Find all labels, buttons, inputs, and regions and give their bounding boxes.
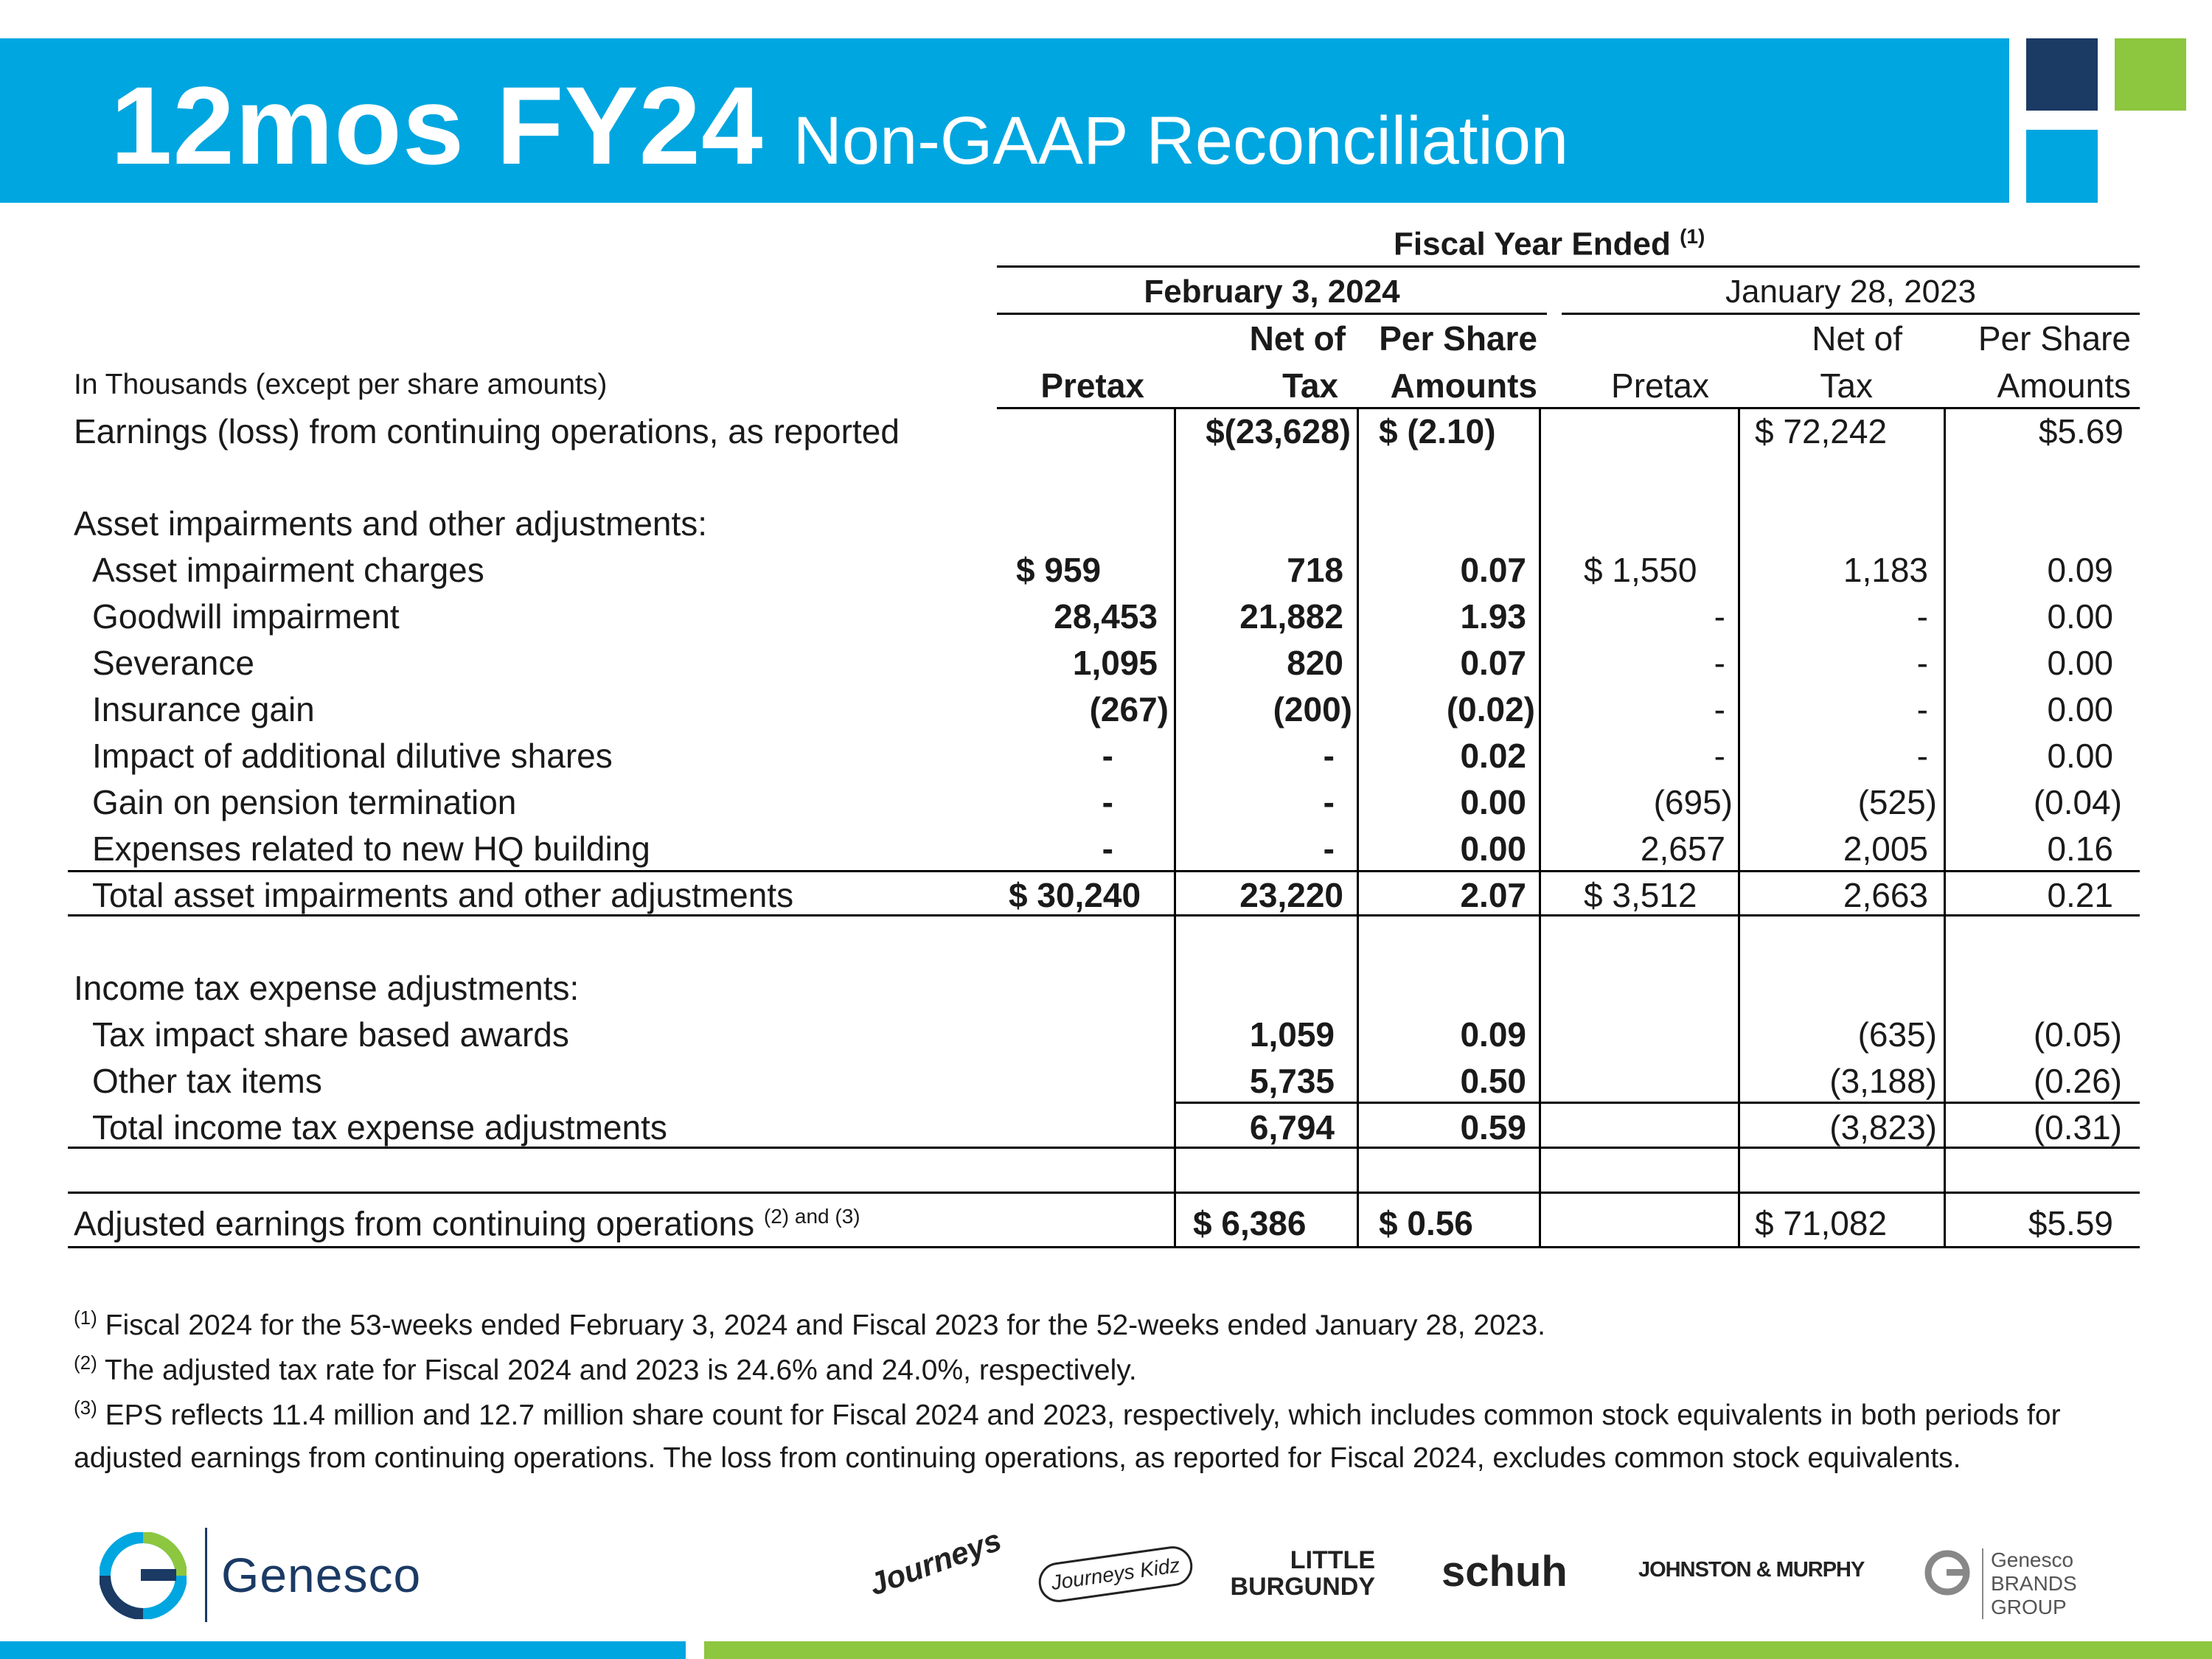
cell-ps-fy24: $ 0.56 (1379, 1204, 1473, 1242)
units-label: In Thousands (except per share amounts) (74, 369, 608, 400)
row-label: Severance (92, 644, 254, 682)
footnote-1: $^{(1)}$ Fiscal 2024 for the 53-weeks ended February 3, 2024 and Fiscal 2023 for the 52-weeks ended January 28, 2023. (74, 1307, 1546, 1341)
cell-ps-fy24: 0.59 (1460, 1108, 1526, 1147)
cell-ps-fy23: (0.04) (2033, 783, 2122, 821)
row-label: Expenses related to new HQ building (92, 830, 650, 868)
cell-ps-fy24: (0.02) (1446, 690, 1535, 728)
grid-line (1738, 407, 1740, 1246)
cell-net-fy23: $ 72,242 (1755, 412, 1888, 451)
cell-net-fy24: - (1323, 783, 1335, 821)
grid-line (1357, 407, 1359, 1246)
cell-net-fy23: $ 71,082 (1755, 1204, 1888, 1242)
brand-little-burgundy-logo: LITTLE BURGUNDY (1230, 1546, 1375, 1601)
grid-line (1174, 407, 1176, 1246)
footnote-3: $^{(3)}$ EPS reflects 11.4 million and 12.7 million share count for Fiscal 2024 and 2023, respectively, which includes common stock equivalents in both periods for adjusted earnings from continuing operations. The loss from continuing operations, as reported for Fiscal 2024, excludes common stock equivalents. (74, 1397, 2061, 1474)
cell-pretax-fy23: - (1714, 690, 1725, 728)
row-label: Goodwill impairment (92, 597, 400, 636)
title-main: 12mos FY24 (111, 63, 764, 187)
cell-ps-fy23: (0.26) (2033, 1062, 2122, 1100)
cell-net-fy24: - (1323, 737, 1335, 775)
cell-ps-fy23: $5.59 (2028, 1204, 2113, 1242)
cell-net-fy23: (525) (1857, 783, 1937, 821)
col-ps-fy23-2: Amounts (1997, 366, 2131, 405)
col-ps-fy23-1: Per Share (1978, 319, 2131, 358)
brand-genesco-brands-group-logo: Genesco BRANDS GROUP (1982, 1548, 2120, 1619)
row-label: Insurance gain (92, 690, 315, 728)
row-label: Tax impact share based awards (92, 1015, 569, 1054)
grid-line (1539, 407, 1541, 1246)
cell-ps-fy24: 0.00 (1460, 830, 1526, 868)
cell-net-fy24: 6,794 (1249, 1108, 1335, 1147)
rule (68, 1246, 2140, 1248)
cell-pretax-fy23: - (1714, 597, 1725, 636)
col-net-fy24-1: Net of (1249, 319, 1346, 358)
rule (68, 1192, 2140, 1194)
cell-net-fy24: 21,882 (1239, 597, 1343, 636)
cell-pretax-fy24: $ 30,240 (1009, 876, 1141, 914)
rule (1174, 1102, 2140, 1104)
cell-pretax-fy23: - (1714, 737, 1725, 775)
cell-ps-fy23: 0.16 (2047, 830, 2113, 868)
cell-net-fy24: - (1323, 830, 1335, 868)
cell-net-fy23: 2,663 (1843, 876, 1928, 914)
cell-pretax-fy24: - (1102, 830, 1113, 868)
footer-bar-green (704, 1641, 2212, 1659)
cell-net-fy24: (200) (1273, 690, 1352, 728)
cell-ps-fy24: 0.09 (1460, 1015, 1526, 1054)
col-ps-fy24-1: Per Share (1379, 319, 1537, 358)
rule (68, 1147, 2140, 1149)
cell-pretax-fy23: $ 1,550 (1584, 551, 1697, 589)
cell-ps-fy24: 1.93 (1460, 597, 1526, 636)
cell-net-fy23: - (1916, 690, 1928, 728)
row-label-total: Total asset impairments and other adjustments (92, 876, 794, 914)
col-group-fy23: January 28, 2023 (1725, 274, 1977, 310)
grid-line (1944, 407, 1946, 1246)
cell-pretax-fy24: 28,453 (1054, 597, 1158, 636)
cell-ps-fy23: $5.69 (2038, 412, 2124, 451)
cell-pretax-fy23: 2,657 (1640, 830, 1725, 868)
cell-ps-fy23: 0.00 (2047, 644, 2113, 682)
genesco-wordmark: Genesco (221, 1548, 422, 1602)
col-net-fy23-1: Net of (1812, 319, 1902, 358)
row-label: Other tax items (92, 1062, 322, 1100)
cell-net-fy24: 718 (1287, 551, 1343, 589)
cell-net-fy24: $(23,628) (1206, 412, 1351, 451)
brand-johnston-murphy-logo: JOHNSTON & MURPHY (1638, 1558, 1865, 1582)
row-label: Impact of additional dilutive shares (92, 737, 613, 775)
cell-net-fy24: 5,735 (1249, 1062, 1335, 1100)
cell-net-fy23: - (1916, 597, 1928, 636)
cell-ps-fy23: (0.05) (2033, 1015, 2122, 1054)
cell-ps-fy23: 0.00 (2047, 690, 2113, 728)
col-net-fy24-2: Tax (1282, 366, 1338, 405)
section-heading: Income tax expense adjustments: (74, 969, 580, 1007)
cell-net-fy24: $ 6,386 (1193, 1204, 1307, 1242)
cell-pretax-fy24: (267) (1089, 690, 1169, 728)
row-label-total: Total income tax expense adjustments (92, 1108, 667, 1147)
rule (997, 407, 2140, 409)
cell-ps-fy23: 0.00 (2047, 737, 2113, 775)
col-net-fy23-2: Tax (1820, 366, 1873, 405)
footer-bar-blue (0, 1641, 686, 1659)
cell-ps-fy24: 2.07 (1460, 876, 1526, 914)
cell-net-fy23: (635) (1857, 1015, 1937, 1054)
row-label-adjusted: Adjusted earnings from continuing operations $^{(2) and (3)}$ (74, 1204, 860, 1243)
cell-ps-fy24: 0.50 (1460, 1062, 1526, 1100)
cell-pretax-fy23: (695) (1653, 783, 1733, 821)
cell-net-fy24: 820 (1287, 644, 1343, 682)
row-label: Asset impairment charges (92, 551, 484, 589)
logo-divider (205, 1528, 207, 1622)
cell-ps-fy24: $ (2.10) (1379, 412, 1496, 451)
cell-pretax-fy24: - (1102, 737, 1113, 775)
rule (68, 914, 2140, 917)
cell-pretax-fy24: $ 959 (1016, 551, 1102, 589)
rule (997, 313, 1547, 315)
cell-pretax-fy23: $ 3,512 (1584, 876, 1697, 914)
cell-net-fy23: 1,183 (1843, 551, 1928, 589)
title-sub: Non-GAAP Reconciliation (793, 103, 1569, 178)
cell-ps-fy23: 0.21 (2047, 876, 2113, 914)
cell-net-fy23: - (1916, 644, 1928, 682)
row-label: Gain on pension termination (92, 783, 517, 821)
genesco-logo-icon (100, 1532, 187, 1619)
footnote-2: $^{(2)}$ The adjusted tax rate for Fiscal 2024 and 2023 is 24.6% and 24.0%, respectively. (74, 1352, 1137, 1386)
cell-pretax-fy24: 1,095 (1072, 644, 1158, 682)
brand-journeys-kidz-logo: Journeys Kidz (1036, 1544, 1194, 1605)
cell-net-fy24: 1,059 (1249, 1015, 1335, 1054)
brand-schuh-logo: schuh (1441, 1548, 1568, 1596)
col-pretax-fy24: Pretax (1040, 366, 1144, 405)
genesco-brands-group-icon (1924, 1550, 1970, 1596)
col-ps-fy24-2: Amounts (1390, 366, 1537, 405)
brand-journeys-logo: Journeys (864, 1522, 1006, 1602)
cell-ps-fy23: 0.09 (2047, 551, 2113, 589)
cell-ps-fy23: 0.00 (2047, 597, 2113, 636)
cell-net-fy23: (3,188) (1829, 1062, 1937, 1100)
rule (68, 870, 2140, 872)
cell-pretax-fy23: - (1714, 644, 1725, 682)
cell-net-fy24: 23,220 (1239, 876, 1343, 914)
cell-ps-fy23: (0.31) (2033, 1108, 2122, 1147)
cell-ps-fy24: 0.00 (1460, 783, 1526, 821)
period-header: Fiscal Year Ended $^{(1)}$ (1394, 225, 1705, 262)
cell-net-fy23: 2,005 (1843, 830, 1928, 868)
section-heading: Asset impairments and other adjustments: (74, 504, 708, 543)
row-label: Earnings (loss) from continuing operations, as reported (74, 412, 900, 451)
cell-ps-fy24: 0.07 (1460, 551, 1526, 589)
cell-ps-fy24: 0.02 (1460, 737, 1526, 775)
rule (1562, 313, 2140, 315)
cell-net-fy23: (3,823) (1829, 1108, 1937, 1147)
rule (997, 265, 2140, 268)
cell-net-fy23: - (1916, 737, 1928, 775)
col-pretax-fy23: Pretax (1611, 366, 1709, 405)
cell-pretax-fy24: - (1102, 783, 1113, 821)
cell-ps-fy24: 0.07 (1460, 644, 1526, 682)
col-group-fy24: February 3, 2024 (1144, 274, 1400, 310)
